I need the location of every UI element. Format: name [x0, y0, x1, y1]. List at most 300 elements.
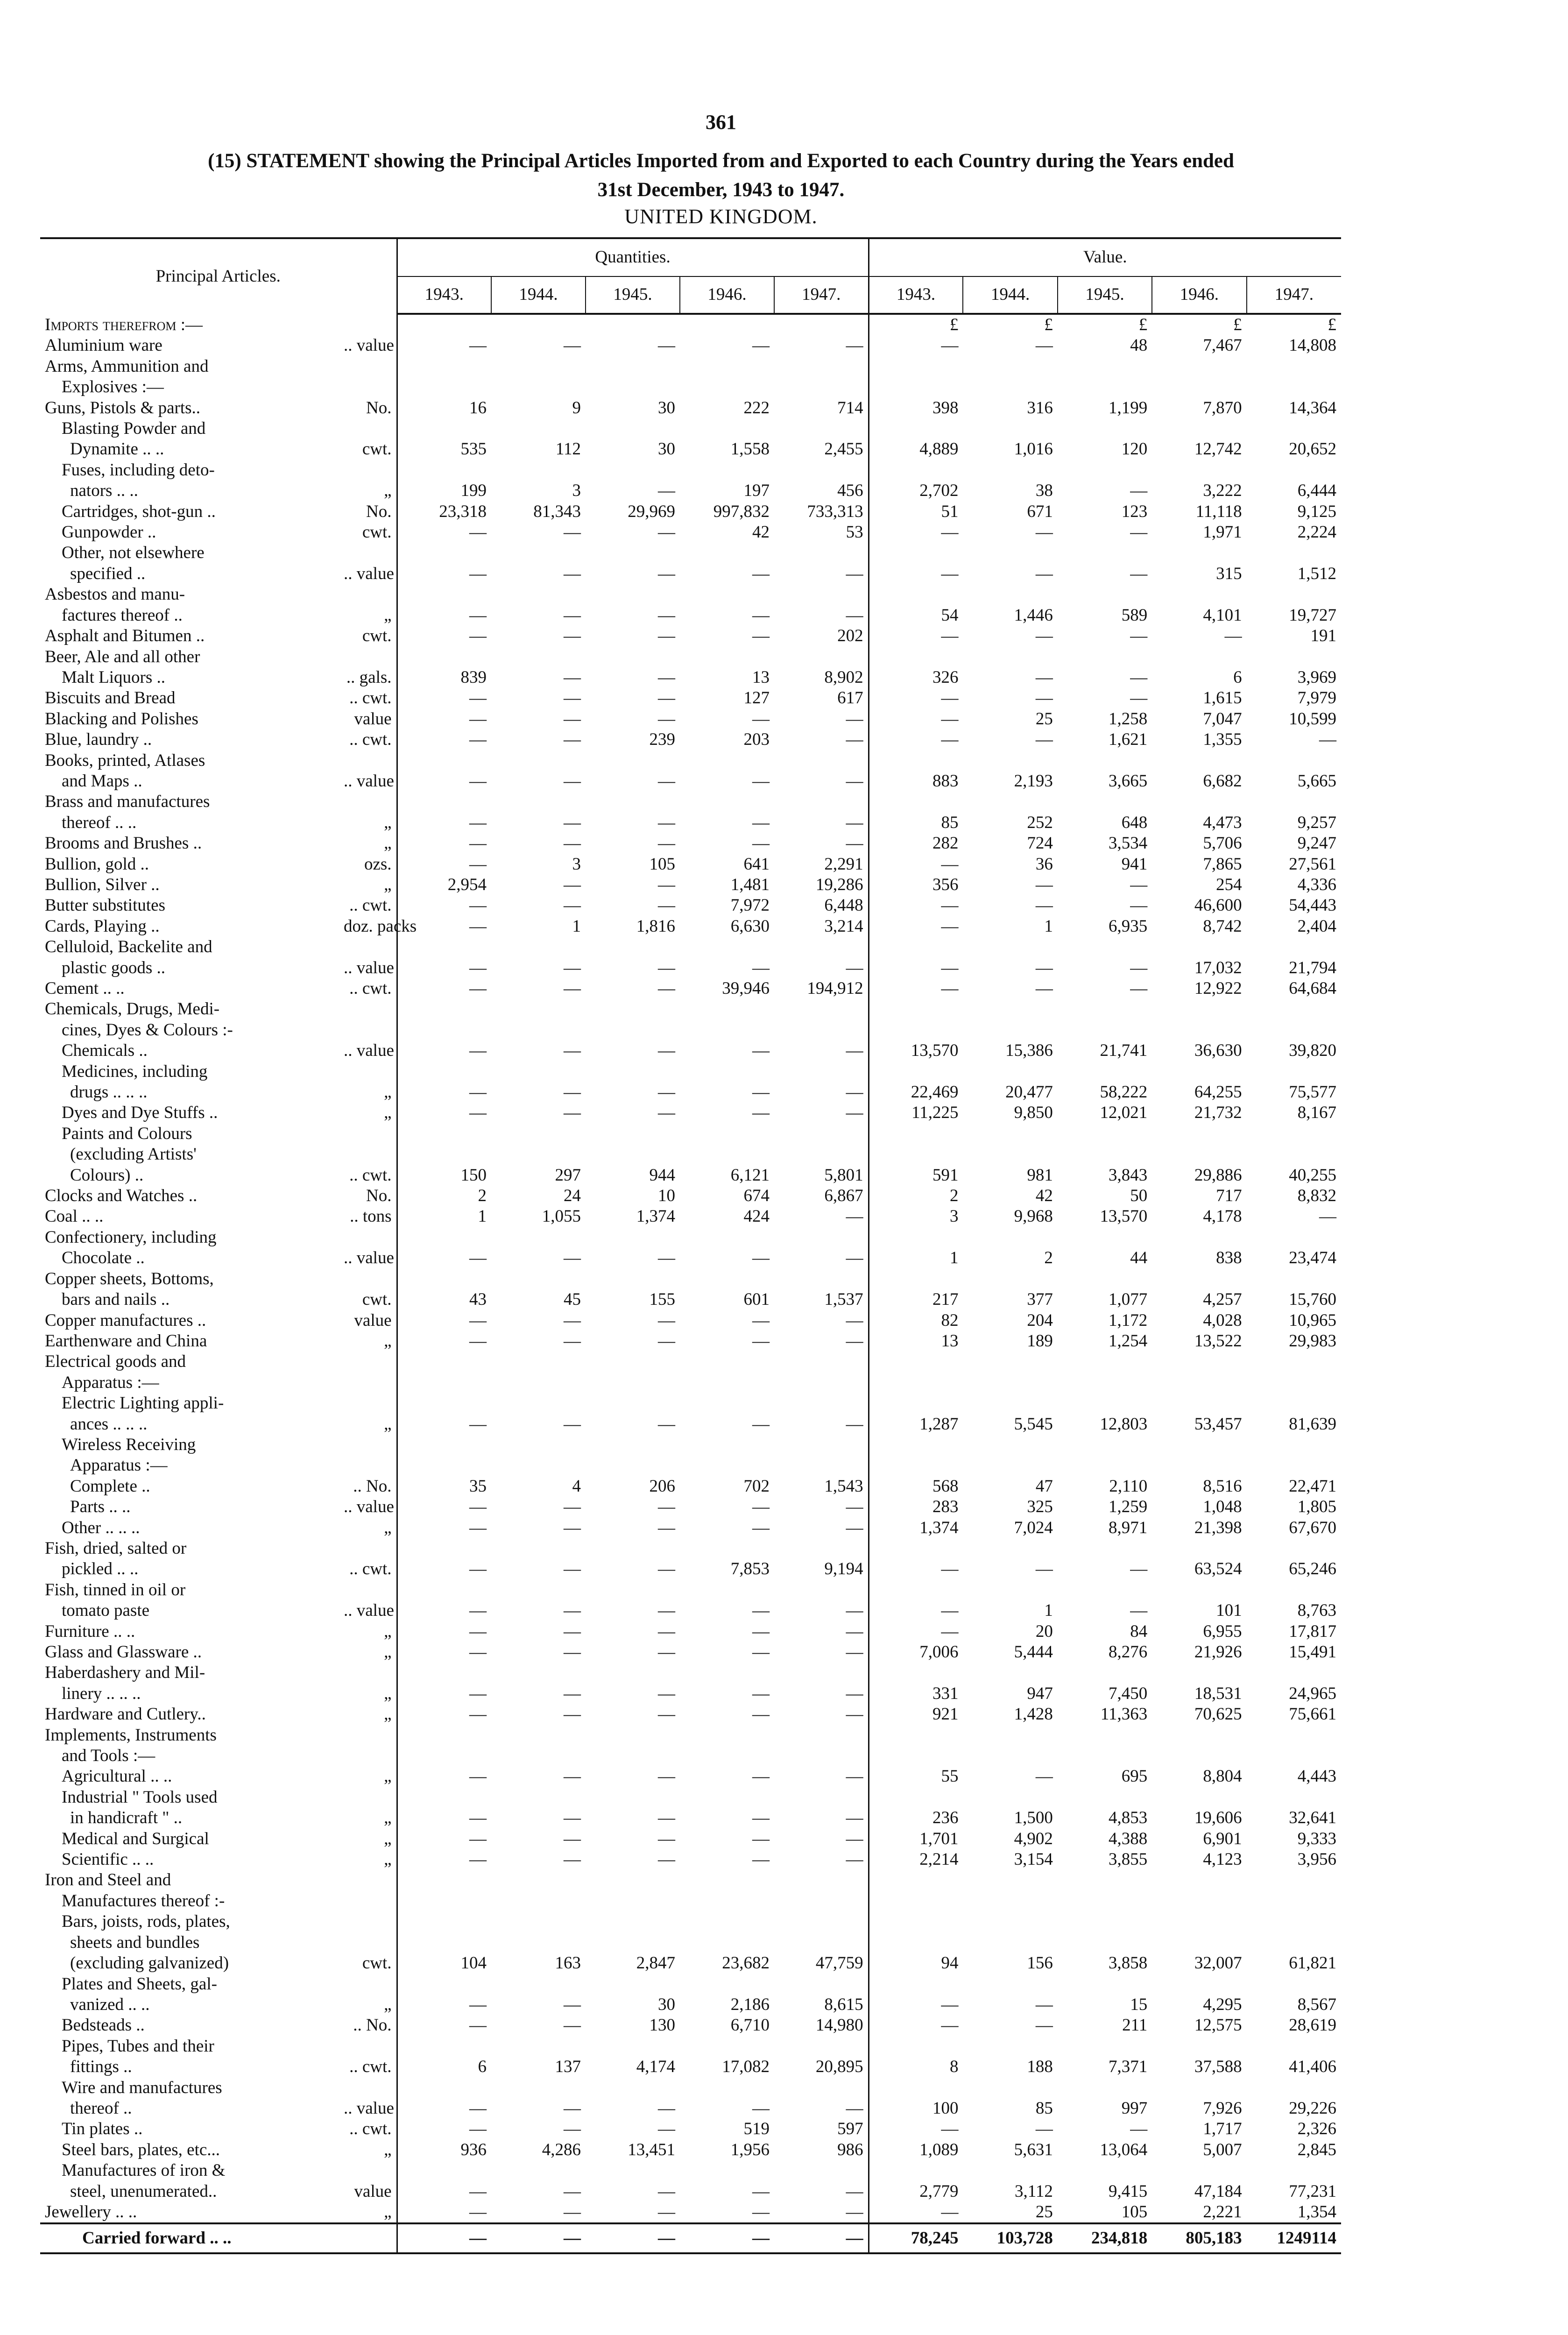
article-name: Other, not elsewhere: [62, 543, 205, 563]
value-cell: [869, 1351, 963, 1372]
quantity-cell: —: [752, 1684, 770, 1703]
article-name: Industrial " Tools used: [62, 1787, 218, 1807]
quantity-cell: —: [752, 1041, 770, 1061]
value-cell: 25: [1035, 709, 1053, 729]
quantity-cell: 155: [649, 1290, 676, 1309]
value-cell: [1152, 1787, 1246, 1808]
value-cell: 838: [1216, 1248, 1242, 1268]
quantity-cell: 997,832: [713, 502, 770, 521]
table-row: [40, 937, 1341, 957]
quantity-cell: [491, 1538, 586, 1559]
quantity-cell: 3: [572, 481, 581, 501]
value-cell: 12,742: [1194, 439, 1242, 459]
value-cell: 941: [1121, 854, 1148, 874]
quantity-cell: —: [397, 1849, 491, 1870]
value-cell: —: [1035, 564, 1053, 583]
value-cell: —: [1224, 626, 1242, 646]
quantity-cell: 986: [837, 2140, 863, 2159]
quantity-cell: [586, 1061, 680, 1082]
value-cell: [869, 2160, 963, 2181]
value-cell: 8,763: [1297, 1601, 1337, 1620]
value-cell: 3,665: [1108, 771, 1148, 791]
unit: „: [384, 1642, 392, 1662]
value-cell: [869, 1373, 963, 1393]
value-cell: [1058, 1020, 1152, 1040]
value-cell: 8,567: [1297, 1995, 1337, 2014]
quantity-cell: 8,902: [824, 667, 863, 687]
article-name: Beer, Ale and all other: [45, 647, 200, 666]
quantity-cell: [586, 1124, 680, 1144]
article-name: Plates and Sheets, gal-: [62, 1974, 217, 1994]
value-cell: 1,199: [1108, 398, 1148, 417]
value-cell: 3,222: [1203, 481, 1242, 501]
value-cell: —: [869, 335, 963, 356]
quantity-cell: —: [658, 834, 676, 853]
table-row: [40, 1144, 1341, 1165]
quantity-cell: —: [752, 2202, 770, 2222]
quantity-cell: —: [752, 1083, 770, 1102]
quantity-cell: —: [752, 1829, 770, 1848]
quantity-cell: [680, 1974, 774, 1995]
value-cell: [963, 1124, 1057, 1144]
value-cell: 717: [1216, 1186, 1242, 1206]
quantity-cell: —: [564, 2202, 581, 2222]
value-cell: [963, 1663, 1057, 1683]
value-cell: 7,371: [1108, 2057, 1148, 2077]
quantity-cell: [680, 1932, 774, 1953]
value-cell: 4,388: [1108, 1829, 1148, 1848]
year-header: 1947.: [1247, 276, 1341, 314]
quantity-cell: —: [397, 771, 491, 792]
quantity-cell: [491, 1061, 586, 1082]
unit: „: [384, 1767, 392, 1786]
quantity-cell: [491, 1124, 586, 1144]
quantity-cell: [397, 1124, 491, 1144]
value-cell: 2,221: [1203, 2202, 1242, 2222]
quantity-cell: [774, 1373, 869, 1393]
value-cell: [1058, 1580, 1152, 1600]
article-name: Bullion, Silver ..: [45, 875, 160, 894]
value-cell: [1247, 356, 1341, 377]
article-name: and Maps ..: [62, 771, 142, 791]
value-cell: [963, 1269, 1057, 1289]
value-cell: 6,955: [1203, 1621, 1242, 1641]
quantity-cell: —: [658, 2098, 676, 2118]
quantity-cell: [491, 1870, 586, 1890]
table-row: [40, 647, 1341, 667]
quantity-cell: —: [564, 2016, 581, 2035]
value-cell: 29,886: [1194, 1165, 1242, 1185]
value-cell: [963, 1393, 1057, 1414]
quantity-cell: 105: [649, 854, 676, 874]
value-cell: [1152, 460, 1246, 481]
value-cell: 22,471: [1289, 1476, 1337, 1496]
value-cell: [1058, 418, 1152, 439]
table-row: [40, 626, 1341, 646]
value-cell: 3,858: [1108, 1953, 1148, 1973]
quantity-cell: [774, 543, 869, 563]
quantities-header: Quantities.: [397, 238, 869, 276]
quantity-cell: [397, 1891, 491, 1911]
value-cell: [869, 1580, 963, 1600]
value-cell: [1152, 1974, 1246, 1995]
value-cell: —: [1130, 626, 1148, 646]
quantity-cell: [397, 1663, 491, 1683]
value-cell: —: [869, 564, 963, 584]
value-cell: [869, 460, 963, 481]
quantity-cell: —: [846, 813, 863, 832]
article-name: cines, Dyes & Colours :-: [62, 1020, 233, 1040]
value-cell: 8,804: [1203, 1767, 1242, 1786]
value-cell: [963, 1725, 1057, 1746]
quantity-cell: [586, 418, 680, 439]
value-cell: 1,374: [869, 1518, 963, 1538]
quantity-cell: —: [658, 1559, 676, 1579]
unit: [339, 1932, 397, 1953]
value-cell: —: [869, 709, 963, 729]
quantity-cell: —: [846, 709, 863, 729]
value-cell: 37,588: [1194, 2057, 1242, 2077]
quantity-cell: [680, 1891, 774, 1911]
article-name: Medicines, including: [62, 1061, 208, 1081]
quantity-cell: [680, 1269, 774, 1289]
value-cell: 39,820: [1289, 1041, 1337, 1061]
value-cell: [963, 1227, 1057, 1248]
quantity-cell: [774, 1746, 869, 1766]
quantity-cell: [397, 2160, 491, 2181]
value-cell: —: [869, 958, 963, 978]
quantity-cell: —: [397, 1995, 491, 2015]
table-row: [40, 1746, 1341, 1766]
quantity-cell: [397, 377, 491, 397]
table-row: [40, 564, 1341, 584]
table-row: [40, 1186, 1341, 1206]
article-name: Iron and Steel and: [45, 1870, 171, 1890]
table-row: [40, 1559, 1341, 1579]
quantity-cell: [680, 2160, 774, 2181]
unit: [339, 792, 397, 812]
value-cell: —: [1035, 523, 1053, 542]
unit: [339, 1269, 397, 1289]
value-cell: [1247, 1435, 1341, 1455]
value-cell: [1152, 1373, 1246, 1393]
quantity-cell: —: [397, 833, 491, 854]
quantity-cell: —: [658, 1850, 676, 1869]
quantity-cell: [774, 792, 869, 812]
quantity-cell: —: [658, 1518, 676, 1537]
value-cell: 15,386: [1005, 1041, 1053, 1061]
value-cell: [1152, 1580, 1246, 1600]
quantity-cell: [680, 1061, 774, 1082]
value-cell: 6,935: [1108, 916, 1148, 936]
value-cell: [1058, 460, 1152, 481]
unit: [339, 1020, 397, 1040]
quantity-cell: [680, 1020, 774, 1040]
quantity-cell: [491, 1351, 586, 1372]
table-row: [40, 1373, 1341, 1393]
unit: cwt.: [362, 626, 392, 646]
unit: .. value: [344, 1041, 394, 1061]
quantity-cell: —: [658, 1310, 676, 1330]
value-cell: [869, 937, 963, 957]
quantity-cell: [397, 647, 491, 667]
quantity-cell: 202: [837, 626, 863, 646]
value-cell: [1247, 460, 1341, 481]
article-name: Agricultural .. ..: [62, 1767, 172, 1786]
article-name: Steel bars, plates, etc...: [62, 2140, 220, 2159]
quantity-cell: [680, 377, 774, 397]
article-name: Blasting Powder and: [62, 419, 206, 439]
quantity-cell: —: [397, 1766, 491, 1787]
value-cell: [869, 356, 963, 377]
unit: .. value: [344, 771, 394, 791]
table-row: [40, 481, 1341, 501]
value-cell: 254: [1216, 875, 1242, 894]
article-name: Tin plates ..: [62, 2119, 143, 2139]
quantity-cell: —: [846, 1705, 863, 1724]
quantity-cell: —: [658, 979, 676, 998]
value-cell: 47: [1035, 1476, 1053, 1496]
quantity-cell: [774, 937, 869, 957]
value-cell: [1058, 584, 1152, 605]
value-cell: 1: [1044, 916, 1053, 936]
quantity-cell: [586, 792, 680, 812]
quantity-cell: —: [846, 1310, 863, 1330]
value-cell: [1058, 999, 1152, 1019]
value-cell: [1247, 1538, 1341, 1559]
value-cell: [1247, 792, 1341, 812]
unit: .. cwt.: [349, 688, 392, 708]
table-row: [40, 1351, 1341, 1372]
unit: .. tons: [350, 1207, 392, 1226]
value-cell: 5,631: [1014, 2140, 1053, 2159]
value-cell: 58,222: [1100, 1083, 1148, 1102]
quantity-cell: [680, 1144, 774, 1165]
quantity-cell: —: [752, 1767, 770, 1786]
quantity-cell: [586, 1870, 680, 1890]
quantity-cell: —: [846, 1621, 863, 1641]
value-cell: [1058, 356, 1152, 377]
value-cell: £: [1233, 315, 1242, 334]
value-cell: 6: [1233, 667, 1242, 687]
value-cell: 3,534: [1108, 834, 1148, 853]
value-cell: 236: [869, 1808, 963, 1828]
quantity-cell: —: [658, 1705, 676, 1724]
value-cell: —: [869, 626, 963, 646]
article-name: Chemicals, Drugs, Medi-: [45, 999, 220, 1019]
table-row: [40, 1725, 1341, 1746]
value-cell: [1152, 1870, 1246, 1890]
value-cell: [1247, 418, 1341, 439]
quantity-cell: —: [752, 2181, 770, 2201]
unit: cwt.: [362, 523, 392, 542]
article-name: steel, unenumerated..: [70, 2181, 217, 2201]
quantity-cell: [586, 584, 680, 605]
value-cell: [1247, 1725, 1341, 1746]
value-cell: 61,821: [1289, 1953, 1337, 1973]
unit: [339, 1746, 397, 1766]
table-row: [40, 418, 1341, 439]
value-cell: 36,630: [1194, 1041, 1242, 1061]
table-row: [40, 1124, 1341, 1144]
value-cell: [869, 584, 963, 605]
quantity-cell: —: [564, 2098, 581, 2118]
quantity-cell: —: [846, 771, 863, 791]
value-cell: 32,641: [1289, 1808, 1337, 1828]
quantity-cell: [491, 356, 586, 377]
value-cell: 9,850: [1014, 1103, 1053, 1123]
quantity-cell: [586, 1455, 680, 1476]
unit: [339, 460, 397, 481]
article-name: Haberdashery and Mil-: [45, 1663, 205, 1683]
quantity-cell: [397, 1351, 491, 1372]
quantity-cell: —: [564, 2181, 581, 2201]
quantity-cell: —: [397, 1082, 491, 1103]
quantity-cell: 222: [743, 398, 770, 417]
quantity-cell: —: [564, 1995, 581, 2014]
article-name: specified ..: [70, 564, 146, 583]
quantity-cell: 199: [397, 481, 491, 501]
year-header: 1943.: [869, 276, 963, 314]
quantity-cell: [491, 1373, 586, 1393]
value-cell: 2,193: [1014, 771, 1053, 791]
article-name: Asbestos and manu-: [45, 585, 185, 604]
table-row: [40, 1600, 1341, 1621]
value-cell: [1058, 1061, 1152, 1082]
value-cell: [963, 377, 1057, 397]
value-cell: [963, 418, 1057, 439]
value-cell: 23,474: [1289, 1248, 1337, 1268]
value-cell: —: [869, 916, 963, 937]
quantity-cell: —: [564, 1310, 581, 1330]
quantity-cell: [491, 314, 586, 335]
value-cell: [869, 1144, 963, 1165]
article-name: Malt Liquors ..: [62, 667, 165, 687]
value-cell: 4,889: [869, 439, 963, 460]
article-name: Colours) ..: [70, 1165, 144, 1185]
unit: .. No.: [353, 1476, 392, 1496]
value-cell: 3,112: [1014, 2181, 1053, 2201]
quantity-cell: —: [846, 1497, 863, 1517]
value-cell: [963, 792, 1057, 812]
quantity-cell: [491, 999, 586, 1019]
table-row: [40, 1538, 1341, 1559]
article-name: Cement .. ..: [45, 979, 125, 998]
unit: [339, 356, 397, 377]
table-row: [40, 1289, 1341, 1310]
value-cell: [1058, 1144, 1152, 1165]
quantity-cell: —: [397, 1414, 491, 1435]
value-cell: [1152, 1911, 1246, 1932]
quantity-cell: —: [564, 1621, 581, 1641]
table-row: [40, 1061, 1341, 1082]
value-cell: —: [1035, 979, 1053, 998]
value-cell: 77,231: [1289, 2181, 1337, 2201]
article-name: Implements, Instruments: [45, 1725, 217, 1745]
article-name: Brooms and Brushes ..: [45, 834, 202, 853]
table-row: [40, 335, 1341, 356]
value-cell: —: [1035, 667, 1053, 687]
quantity-cell: —: [564, 1601, 581, 1620]
value-cell: —: [869, 1600, 963, 1621]
value-cell: 7,926: [1203, 2098, 1242, 2118]
unit: [339, 647, 397, 667]
value-cell: [1058, 1373, 1152, 1393]
value-cell: 5,444: [1014, 1642, 1053, 1662]
quantity-cell: 617: [837, 688, 863, 708]
table-row: [40, 1227, 1341, 1248]
value-cell: 589: [1121, 605, 1148, 625]
value-cell: [1058, 1891, 1152, 1911]
value-cell: 19,606: [1194, 1808, 1242, 1828]
quantity-cell: —: [846, 1829, 863, 1848]
quantity-cell: [397, 460, 491, 481]
value-cell: 3,154: [1014, 1850, 1053, 1869]
total-value-cell: 234,818: [1058, 2223, 1152, 2253]
year-header: 1945.: [1058, 276, 1152, 314]
article-name: vanized .. ..: [70, 1995, 150, 2014]
unit: [339, 1455, 397, 1476]
article-name: Apparatus :—: [70, 1456, 168, 1475]
value-cell: [963, 1911, 1057, 1932]
value-cell: £: [1138, 315, 1148, 334]
value-cell: 65,246: [1289, 1559, 1337, 1579]
value-cell: 9,257: [1297, 813, 1337, 832]
table-row: [40, 1020, 1341, 1040]
quantity-cell: 39,946: [722, 979, 770, 998]
value-cell: 1,717: [1203, 2119, 1242, 2139]
quantity-cell: [586, 937, 680, 957]
article-name: pickled .. ..: [62, 1559, 139, 1579]
value-cell: 1,701: [869, 1829, 963, 1849]
value-cell: [1058, 1911, 1152, 1932]
value-cell: —: [869, 729, 963, 750]
quantity-cell: —: [846, 1518, 863, 1537]
unit: ozs.: [364, 854, 392, 874]
quantity-cell: 19,286: [815, 875, 863, 894]
quantity-cell: —: [752, 1642, 770, 1662]
unit: [339, 1435, 397, 1455]
value-cell: 51: [869, 502, 963, 522]
quantity-cell: [774, 1393, 869, 1414]
quantity-cell: [491, 2160, 586, 2181]
quantity-cell: [774, 1580, 869, 1600]
quantity-cell: —: [564, 1518, 581, 1537]
principal-articles-header: Principal Articles.: [155, 266, 281, 286]
value-cell: [1058, 1393, 1152, 1414]
article-name: Dyes and Dye Stuffs ..: [62, 1103, 218, 1123]
value-cell: [1152, 543, 1246, 563]
table-row: [40, 854, 1341, 875]
quantity-cell: —: [397, 2098, 491, 2119]
quantity-cell: —: [564, 1083, 581, 1102]
quantity-cell: [491, 1020, 586, 1040]
table-row: [40, 439, 1341, 460]
quantity-cell: —: [564, 2119, 581, 2139]
article-name: Blue, laundry ..: [45, 730, 152, 750]
value-cell: —: [1035, 626, 1053, 646]
quantity-cell: —: [658, 1414, 676, 1434]
value-cell: [1058, 647, 1152, 667]
quantity-cell: —: [846, 2098, 863, 2118]
quantity-cell: —: [752, 1850, 770, 1869]
quantity-cell: —: [752, 1310, 770, 1330]
quantity-cell: —: [658, 1248, 676, 1268]
table-row: [40, 1849, 1341, 1870]
quantity-cell: —: [397, 1642, 491, 1663]
value-cell: [1152, 1746, 1246, 1766]
table-row: [40, 2181, 1341, 2202]
